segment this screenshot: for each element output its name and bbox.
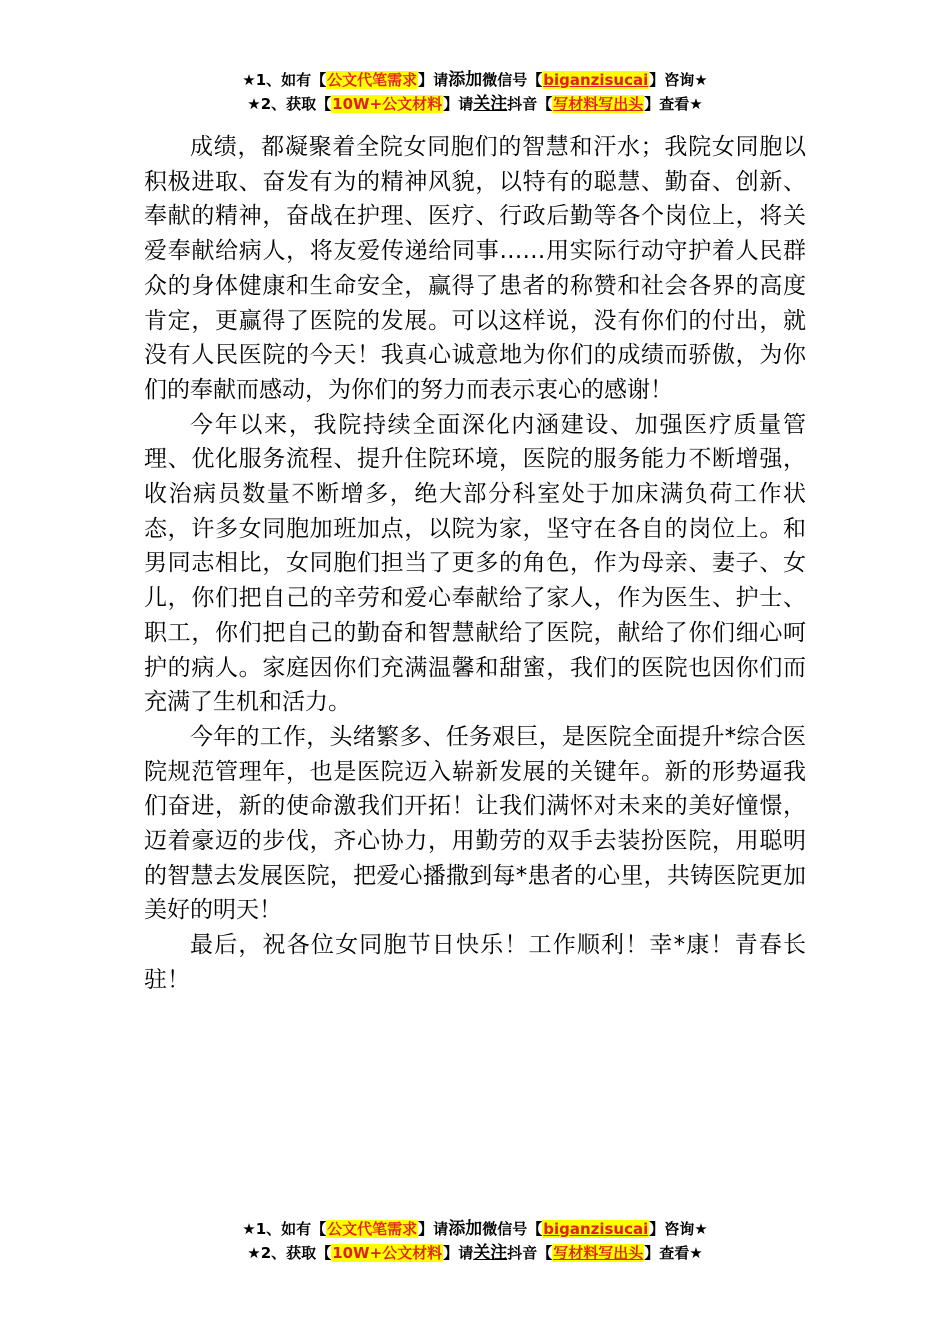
banner-text: ★1、如有【 <box>242 1220 327 1238</box>
banner-text: 】咨询★ <box>649 71 708 89</box>
highlight-wechat-id: biganzisucai <box>543 71 649 89</box>
highlight-service: 公文代笔需求 <box>327 71 418 89</box>
banner-text: 】咨询★ <box>649 1220 708 1238</box>
header-banner <box>0 68 950 116</box>
banner-text: 抖音【 <box>507 95 553 113</box>
banner-text: ★1、如有【 <box>242 71 327 89</box>
highlight-wechat-id: biganzisucai <box>543 1220 649 1238</box>
highlight-douyin: 写材料写出头 <box>553 95 644 113</box>
highlight-douyin: 写材料写出头 <box>553 1244 644 1262</box>
banner-emphasis: 添加 <box>448 70 483 90</box>
highlight-materials: 10W+公文材料 <box>332 95 443 113</box>
banner-emphasis: 关注 <box>473 1243 508 1263</box>
banner-text: 抖音【 <box>507 1244 553 1262</box>
banner-text: ★2、获取【 <box>247 95 332 113</box>
document-body <box>144 130 806 998</box>
banner-text: 】查看★ <box>644 1244 703 1262</box>
banner-text: 】查看★ <box>644 95 703 113</box>
banner-line-1 <box>0 68 950 92</box>
banner-text: ★2、获取【 <box>247 1244 332 1262</box>
banner-text: 微信号【 <box>482 1220 543 1238</box>
paragraph: 最后，祝各位女同胞节日快乐！工作顺利！幸*康！青春长驻！ <box>144 932 806 993</box>
paragraph: 成绩，都凝聚着全院女同胞们的智慧和汗水；我院女同胞以积极进取、奋发有为的精神风貌，以特有的聪慧、勤奋、创新、奉献的精神，奋战在护理、医疗、行政后勤等各个岗位上，将关爱奉献给病人，将友爱传递给同事……用实际行动守护着人民群众的身体健康和生命安全，赢得了患者的称赞和社会各界的高度肯定，更赢得了医院的发展。可以这样说，没有你们的付出，就没有人民医院的今天！我真心诚意地为你们的成绩而骄傲，为你们的奉献而感动，为你们的努力而表示衷心的感谢！ <box>144 134 806 403</box>
footer-banner <box>0 1217 950 1265</box>
highlight-service: 公文代笔需求 <box>327 1220 418 1238</box>
banner-emphasis: 添加 <box>448 1219 483 1239</box>
banner-text: 】请 <box>443 1244 474 1262</box>
banner-text: 】请 <box>418 1220 449 1238</box>
banner-emphasis: 关注 <box>473 94 508 114</box>
banner-line-2 <box>0 1241 950 1265</box>
paragraph: 今年的工作，头绪繁多、任务艰巨，是医院全面提升*综合医院规范管理年，也是医院迈入崭新发展的关键年。新的形势逼我们奋进，新的使命激我们开拓！让我们满怀对未来的美好憧憬，迈着豪迈的步伐，齐心协力，用勤劳的双手去装扮医院，用聪明的智慧去发展医院，把爱心播撒到每*患者的心里，共铸医院更加美好的明天！ <box>144 723 806 924</box>
paragraph: 今年以来，我院持续全面深化内涵建设、加强医疗质量管理、优化服务流程、提升住院环境，医院的服务能力不断增强，收治病员数量不断增多，绝大部分科室处于加床满负荷工作状态，许多女同胞加班加点，以院为家，坚守在各自的岗位上。和男同志相比，女同胞们担当了更多的角色，作为母亲、妻子、女儿，你们把自己的辛劳和爱心奉献给了家人，作为医生、护士、职工，你们把自己的勤奋和智慧献给了医院，献给了你们细心呵护的病人。家庭因你们充满温馨和甜蜜，我们的医院也因你们而充满了生机和活力。 <box>144 411 806 716</box>
banner-text: 微信号【 <box>482 71 543 89</box>
banner-text: 】请 <box>443 95 474 113</box>
banner-line-2 <box>0 92 950 116</box>
banner-line-1 <box>0 1217 950 1241</box>
banner-text: 】请 <box>418 71 449 89</box>
highlight-materials: 10W+公文材料 <box>332 1244 443 1262</box>
